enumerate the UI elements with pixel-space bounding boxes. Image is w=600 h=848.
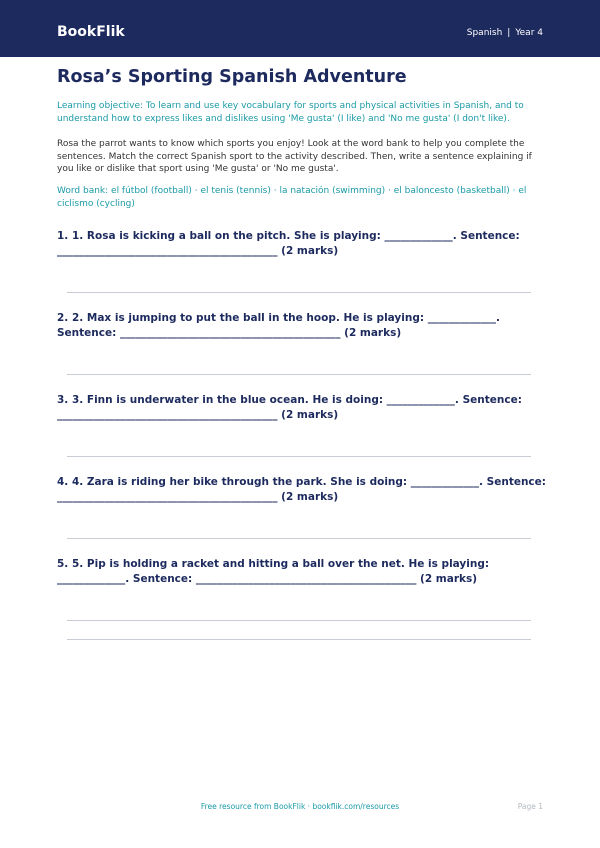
answer-line[interactable] xyxy=(67,639,531,640)
question-text xyxy=(57,475,547,505)
question-marks: (2 marks) xyxy=(281,491,339,503)
question-prompt: 2. 2. Max is jumping to put the ball in the hoop. He is playing: _____________. Sentence: __________________________________________ xyxy=(57,312,500,339)
instructions-paragraph: Rosa the parrot wants to know which sports you enjoy! Look at the word bank to help you complete the sentences. Match the correct Spanish sport to the activity described. Then, write a sentence explaining if you like or dislike that sport using 'Me gusta' or 'No me gusta'. xyxy=(57,139,532,174)
question-prompt: 1. 1. Rosa is kicking a ball on the pitch. She is playing: _____________. Sentence: __________________________________________ xyxy=(57,230,520,257)
header-separator: | xyxy=(507,28,511,38)
page-header xyxy=(0,0,600,57)
subject-year-label xyxy=(467,28,543,39)
question-marks: (2 marks) xyxy=(420,573,478,585)
learning-objective: Learning objective: To learn and use key vocabulary for sports and physical activities in Spanish, and to understand how to express likes and dislikes using 'Me gusta' (I like) and 'No me gusta' (I don't like). xyxy=(57,101,524,124)
answer-line[interactable] xyxy=(67,456,531,457)
question-4 xyxy=(57,475,547,505)
question-1 xyxy=(57,229,547,259)
subject-label: Spanish xyxy=(466,28,503,38)
answer-line[interactable] xyxy=(67,538,531,539)
worksheet-title: Rosa’s Sporting Spanish Adventure xyxy=(57,67,407,87)
question-2 xyxy=(57,311,547,341)
answer-line[interactable] xyxy=(67,374,531,375)
answer-line[interactable] xyxy=(67,620,531,621)
question-3 xyxy=(57,393,547,423)
question-prompt: 3. 3. Finn is underwater in the blue ocean. He is doing: _____________. Sentence: __________________________________________ xyxy=(57,394,522,421)
question-marks: (2 marks) xyxy=(281,245,339,257)
question-marks: (2 marks) xyxy=(281,409,339,421)
brand-logo-text: BookFlik xyxy=(57,24,125,40)
question-text xyxy=(57,311,547,341)
question-5 xyxy=(57,557,547,587)
year-label: Year 4 xyxy=(515,28,543,38)
question-text xyxy=(57,557,547,587)
question-prompt: 5. 5. Pip is holding a racket and hitting a ball over the net. He is playing: _____________. Sentence: __________________________________________ xyxy=(57,558,490,585)
question-marks: (2 marks) xyxy=(344,327,402,339)
footer-resource-link[interactable]: Free resource from BookFlik · bookflik.com/resources xyxy=(200,802,400,811)
word-bank: Word bank: el fútbol (football) · el tenis (tennis) · la natación (swimming) · el baloncesto (basketball) · el ciclismo (cycling) xyxy=(57,186,527,209)
question-text xyxy=(57,229,547,259)
answer-line[interactable] xyxy=(67,292,531,293)
question-prompt: 4. 4. Zara is riding her bike through the park. She is doing: _____________. Sentence: __________________________________________ xyxy=(57,476,546,503)
question-text xyxy=(57,393,547,423)
page-number: Page 1 xyxy=(517,802,543,811)
